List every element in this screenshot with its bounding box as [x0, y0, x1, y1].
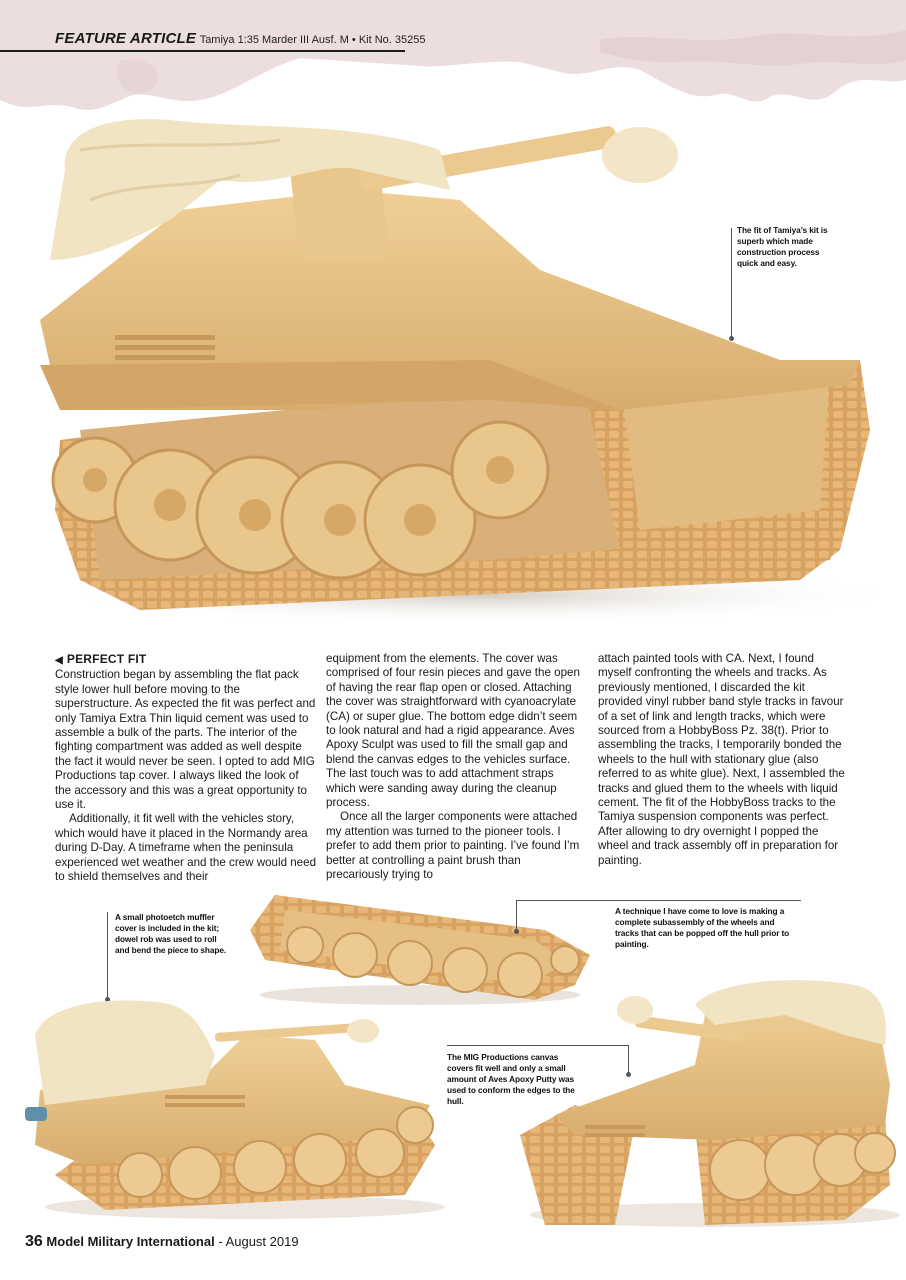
caption-tracks-leader: [516, 900, 801, 901]
main-tank-photo: [20, 110, 900, 630]
caption-muffler-leader: [107, 912, 108, 1000]
caption-fit-dot: [729, 336, 734, 341]
header-splash-graphic: [0, 0, 906, 115]
magazine-name: Model Military International: [46, 1234, 215, 1249]
article-subhead: ◀ PERFECT FIT: [55, 652, 147, 666]
paragraph: Construction began by assembling the flat pack style lower hull before moving to the superstructure. As expected the fit was perfect and only Tamiya Extra Thin liquid cement was used to assemble a bulk of the parts. The interior of the fighting compartment was added as well despite the fact it would never be seen. I opted to add MIG Productions tap cover. I always liked the look of the accessory and this was a great opportunity to use it.: [55, 668, 316, 812]
caption-canvas: The MIG Productions canvas covers fit well and only a small amount of Aves Apoxy Putty was used to conform the edges to the hull.: [447, 1052, 575, 1106]
paragraph: attach painted tools with CA. Next, I found myself confronting the wheels and tracks. As previously mentioned, I discarded the kit provided vinyl rubber band style tracks in favour of a set of link and length tracks, which were sourced from a HobbyBoss Pz. 38(t). Prior to assembling the tracks, I temporarily bonded the wheels to the hull with stationary glue (also referred to as white glue). Next, I assembled the tracks and glued them to the wheels with liquid cement. The fit of the HobbyBoss tracks to the Tamiya suspension components was perfect. After allowing to dry overnight I popped the wheel and track assembly off in preparation for painting.: [598, 652, 845, 867]
caption-muffler: A small photoetch muffler cover is included in the kit; dowel rob was used to roll and bend the piece to shape.: [115, 912, 227, 955]
kit-subtitle: Tamiya 1:35 Marder III Ausf. M • Kit No. 35255: [199, 34, 426, 46]
caption-fit-leader: [731, 228, 732, 340]
article-column-2: [326, 652, 584, 883]
section-label: FEATURE ARTICLE: [55, 30, 197, 47]
page-header: [55, 30, 425, 47]
page-footer: [25, 1233, 299, 1251]
triangle-left-icon: ◀: [55, 655, 63, 666]
left-view-photo: [15, 995, 445, 1220]
paragraph: equipment from the elements. The cover was comprised of four resin pieces and gave the open of having the rear flap open or closed. Attaching the cover was straightforward with cyanoacrylate (CA) or super glue. The bottom edge didn’t seem to look natural and had a rigid appearance. Aves Apoxy Sculpt was used to fill the small gap and blend the canvas edges to the vehicles surface. The last touch was to add attachment straps which were sanding away during the cleanup process.: [326, 652, 580, 810]
article-column-3: [598, 652, 850, 868]
article-column-1: [55, 652, 317, 885]
caption-tracks-leader-vertical: [516, 900, 517, 932]
caption-tracks-dot: [514, 929, 519, 934]
issue-date: - August 2019: [218, 1234, 299, 1249]
right-view-photo: [515, 975, 900, 1230]
caption-tracks: A technique I have come to love is making a complete subassembly of the wheels and tracks that can be popped off the hull prior to painting.: [615, 906, 790, 949]
page-number: 36: [25, 1233, 43, 1250]
header-rule: [0, 50, 405, 52]
paragraph: Additionally, it fit well with the vehicles story, which would have it placed in the Normandy area during D-Day. A timeframe when the peninsula experienced wet weather and the crew would need to shield themselves and their: [55, 812, 317, 884]
paragraph: Once all the larger components were attached my attention was turned to the pioneer tools. I prefer to add them prior to painting. I’ve found I’m better at controlling a paint brush than precariously trying to: [326, 810, 580, 882]
caption-fit: The fit of Tamiya’s kit is superb which made construction process quick and easy.: [737, 225, 828, 268]
